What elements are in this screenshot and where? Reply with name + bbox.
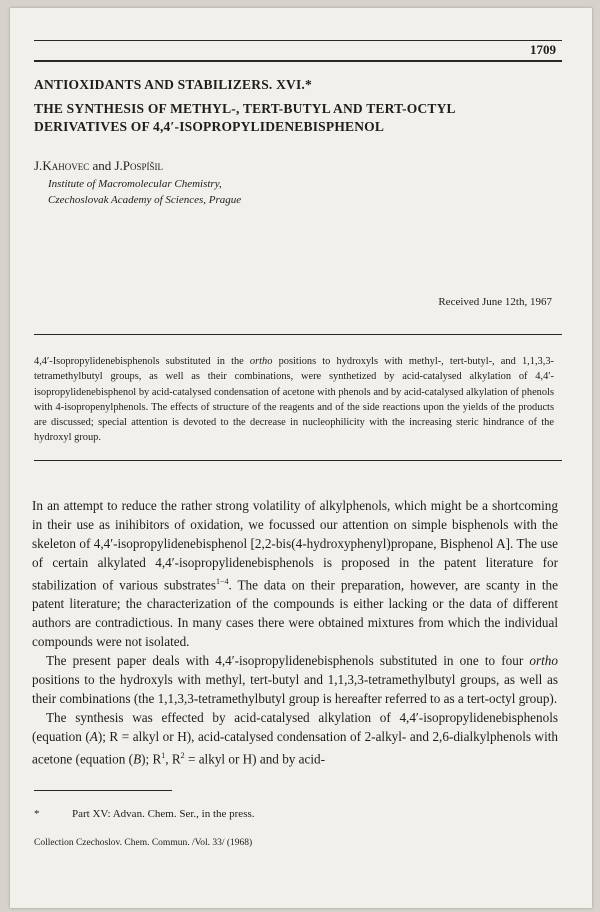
abstract-ortho: ortho [249,356,273,367]
p3-text-2: ); R = alkyl or H), acid-catalysed condensation of 2-alkyl- and 2,6-dialkylphenols with acetone (equation ( [32,729,558,767]
p3-text-4: , R [165,751,181,767]
p3-sup-1: 1 [161,751,166,761]
p3-equation-b: B [133,751,142,767]
footnote-text: Part XV: Advan. Chem. Ser., in the press. [72,808,255,820]
abstract [34,354,554,446]
p2-text-2: positions to the hydroxyls with methyl, tert-butyl and 1,1,3,3-tetramethylbutyl groups, as well as their combinations (the 1,1,3,3-tetramethylbutyl group is hereafter referred to as a tert-octyl group). [32,672,558,707]
abstract-bottom-rule [34,460,562,461]
p3-sup-2: 2 [180,751,185,761]
received-date: Received June 12th, 1967 [438,296,552,308]
article-title-line-1: THE SYNTHESIS OF METHYL-, TERT-BUTYL AND TERT-OCTYL [34,101,456,116]
header-rule [34,60,562,62]
p2-text-1: The present paper deals with 4,4′-isopropylidenebisphenols substituted in one to four [46,653,530,669]
article-title-line-2: DERIVATIVES OF 4,4′-ISOPROPYLIDENEBISPHENOL [34,119,385,134]
journal-citation: Collection Czechoslov. Chem. Commun. /Vol. 33/ (1968) [34,838,253,848]
top-rule [34,40,562,41]
footnote-rule [34,790,172,791]
p2-ortho: ortho [529,653,558,669]
footnote-marker: * [34,808,40,820]
author-1-initial: J. [34,158,43,173]
paper-page [10,8,592,908]
page-number: 1709 [530,42,556,57]
series-title: ANTIOXIDANTS AND STABILIZERS. XVI.* [34,77,312,92]
affiliation-line-1: Institute of Macromolecular Chemistry, [48,178,222,190]
p3-text-1: The synthesis was effected by acid-catalysed alkylation of 4,4′-isopropylidenebisphenols (equation ( [32,710,558,745]
author-2-initial: J. [114,158,123,173]
author-2-name: Pospíšil [122,158,164,173]
abstract-top-rule [34,334,562,335]
body-paragraph-2 [32,651,558,708]
p1-citation: 1−4 [215,577,229,586]
footnote [34,808,255,820]
body-paragraph-3 [32,708,558,768]
p1-text-2: . The data on their preparation, however, are scanty in the patent literature; the characterization of the compounds is either lacking or the data of different authors are contradictious. In many cases there were obtained mixtures from which the individual compounds were not isolated. [32,577,558,650]
authors [34,158,163,174]
abstract-text-2: positions to hydroxyls with methyl-, tert-butyl-, and 1,1,3,3-tetramethylbutyl groups, as well as their combinations, were synthetized by acid-catalysed alkylation of 4,4′-isopropylidenebisphenol by acid-catalysed condensation of acetone with phenols and by acid-catalysed alkylation of phenols with 4-isopropenylphenols. The effects of structure of the reagents and of the side reactions upon the yields of the products are discussed; special attention is devoted to the decrease in nucleophilicity with the increasing steric hindrance of the hydroxyl group. [34,356,554,444]
body-text [32,496,558,769]
p3-equation-a: A [89,729,98,745]
authors-and: and [89,158,115,173]
p1-text-1: In an attempt to reduce the rather strong volatility of alkylphenols, which might be a shortcoming in their use as inihibitors of oxidation, we focussed our attention on simple bisphenols with the skeleton of 4,4′-isopropylidenebisphenol [2,2-bis(4-hydroxyphenyl)propane, Bisphenol A]. The use of certain alkylated 4,4′-isopropylidenebisphenols is proposed in the patent literature for stabilization of various substrates [32,498,558,593]
body-paragraph-1 [32,496,558,651]
p3-text-3: ); R [141,751,162,767]
abstract-text-1: 4,4′-Isopropylidenebisphenols substituted in the [34,356,250,367]
author-1-name: Kahovec [42,158,90,173]
p3-text-5: = alkyl or H) and by acid- [184,751,326,767]
affiliation-line-2: Czechoslovak Academy of Sciences, Prague [48,194,242,206]
